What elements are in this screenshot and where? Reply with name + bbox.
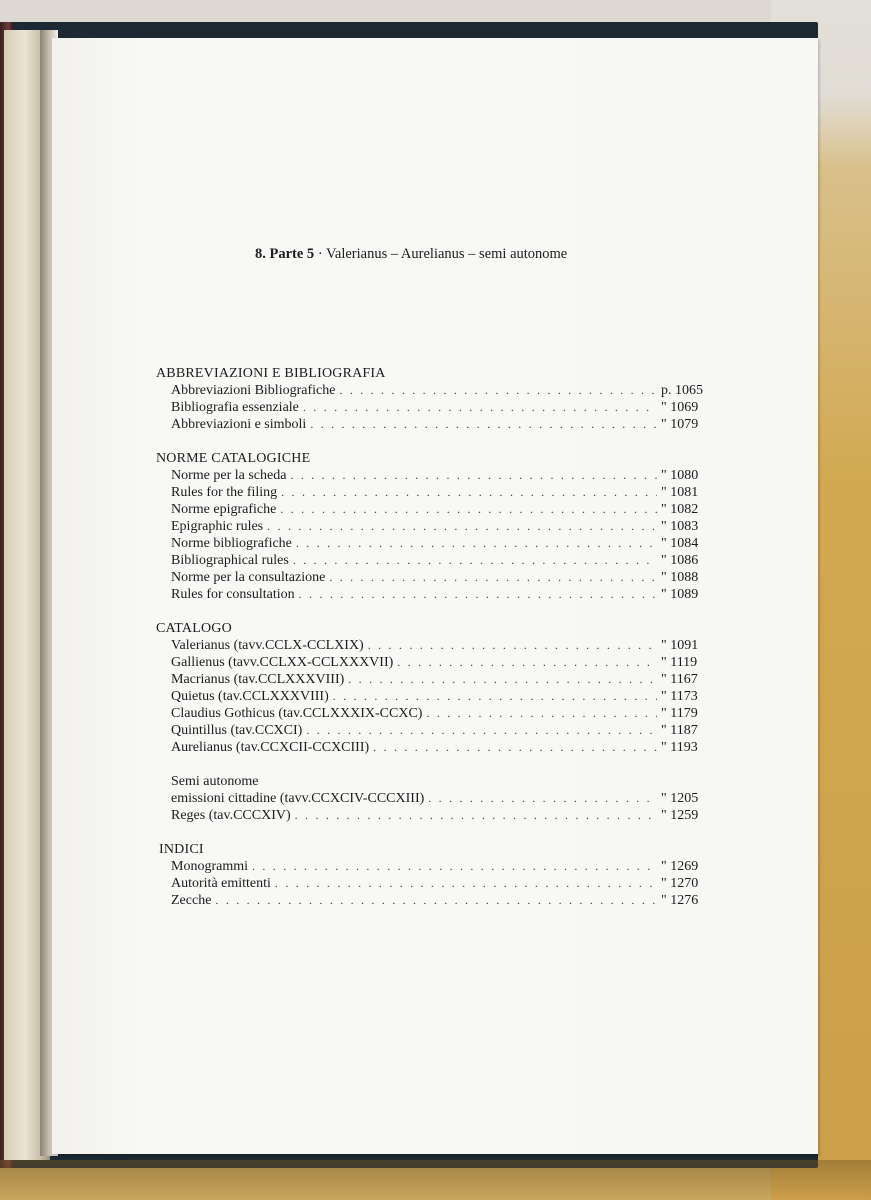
dot-leader xyxy=(306,722,657,739)
entry-label: Quietus (tav.CCLXXXVIII) xyxy=(171,689,329,704)
toc-entry xyxy=(156,858,716,875)
toc-entry xyxy=(156,807,716,824)
entry-page: " 1259 xyxy=(661,808,699,823)
toc-entry xyxy=(156,552,716,569)
entry-page: " 1089 xyxy=(661,587,699,602)
entry-label: Aurelianus (tav.CCXCII-CCXCIII) xyxy=(171,740,370,755)
dot-leader xyxy=(290,467,657,484)
page-title xyxy=(255,246,655,263)
entry-page: " 1270 xyxy=(661,876,699,891)
entry-page: " 1167 xyxy=(661,672,698,687)
section-title: CATALOGO xyxy=(156,621,232,636)
entry-page: " 1084 xyxy=(661,536,699,551)
entry-label: emissioni cittadine (tavv.CCXCIV-CCCXIII) xyxy=(171,791,425,806)
entry-page: " 1205 xyxy=(661,791,699,806)
dot-leader xyxy=(339,382,657,399)
entry-label: Bibliografia essenziale xyxy=(171,400,299,415)
dot-leader xyxy=(267,518,657,535)
dot-leader xyxy=(428,790,657,807)
entry-page: " 1086 xyxy=(661,553,699,568)
toc-entry xyxy=(156,637,716,654)
table-of-contents xyxy=(156,365,716,926)
entry-label: Gallienus (tavv.CCLXX-CCLXXXVII) xyxy=(171,655,394,670)
section-norme xyxy=(156,450,716,603)
dot-leader xyxy=(373,739,657,756)
entry-page: " 1091 xyxy=(661,638,699,653)
entry-page: " 1276 xyxy=(661,893,699,908)
entry-label: Valerianus (tavv.CCLX-CCLXIX) xyxy=(171,638,364,653)
toc-entry xyxy=(156,399,716,416)
entry-label: Abbreviazioni e simboli xyxy=(171,417,307,432)
dot-leader xyxy=(303,399,657,416)
toc-entry xyxy=(156,739,716,756)
toc-entry xyxy=(156,382,716,399)
entry-page: " 1269 xyxy=(661,859,699,874)
entry-page: " 1193 xyxy=(661,740,698,755)
toc-entry xyxy=(156,518,716,535)
dot-leader xyxy=(426,705,657,722)
entry-label: Bibliographical rules xyxy=(171,553,289,568)
entry-label: Abbreviazioni Bibliografiche xyxy=(171,383,336,398)
entry-page: p. 1065 xyxy=(661,383,703,398)
heading-separator: · xyxy=(317,246,323,262)
entry-label: Macrianus (tav.CCLXXXVIII) xyxy=(171,672,345,687)
dot-leader xyxy=(299,586,657,603)
toc-entry xyxy=(156,671,716,688)
dot-leader xyxy=(293,552,657,569)
toc-entry xyxy=(156,416,716,433)
section-title: NORME CATALOGICHE xyxy=(156,451,311,466)
heading-prefix: 8. Parte 5 xyxy=(255,246,315,262)
entry-page: " 1187 xyxy=(661,723,698,738)
section-catalogo xyxy=(156,620,716,824)
toc-entry xyxy=(156,535,716,552)
semi-autonome-block xyxy=(156,773,716,824)
entry-label: Claudius Gothicus (tav.CCLXXXIX-CCXC) xyxy=(171,706,423,721)
dot-leader xyxy=(252,858,657,875)
entry-page: " 1083 xyxy=(661,519,699,534)
entry-label: Rules for consultation xyxy=(171,587,295,602)
toc-entry xyxy=(156,790,716,807)
dot-leader xyxy=(275,875,657,892)
toc-entry xyxy=(156,892,716,909)
dot-leader xyxy=(215,892,657,909)
entry-page: " 1081 xyxy=(661,485,699,500)
entry-label: Autorità emittenti xyxy=(171,876,271,891)
heading-text: Valerianus – Aurelianus – semi autonome xyxy=(326,246,568,262)
entry-page: " 1069 xyxy=(661,400,699,415)
entry-page: " 1079 xyxy=(661,417,699,432)
book-page xyxy=(52,38,818,1154)
entry-page: " 1179 xyxy=(661,706,698,721)
toc-entry xyxy=(156,569,716,586)
dot-leader xyxy=(280,501,657,518)
entry-page: " 1082 xyxy=(661,502,699,517)
toc-entry xyxy=(156,875,716,892)
dot-leader xyxy=(310,416,657,433)
section-indici xyxy=(156,841,716,909)
toc-entry xyxy=(156,467,716,484)
dot-leader xyxy=(295,807,657,824)
entry-page: " 1088 xyxy=(661,570,699,585)
dot-leader xyxy=(329,569,657,586)
entry-page: " 1173 xyxy=(661,689,698,704)
dot-leader xyxy=(296,535,657,552)
entry-label: Norme per la consultazione xyxy=(171,570,326,585)
dot-leader xyxy=(397,654,657,671)
dot-leader xyxy=(368,637,657,654)
entry-label: Rules for the filing xyxy=(171,485,278,500)
toc-entry xyxy=(156,705,716,722)
dot-leader xyxy=(333,688,657,705)
table-shadow xyxy=(0,1160,871,1200)
entry-label: Zecche xyxy=(171,893,212,908)
section-title: ABBREVIAZIONI E BIBLIOGRAFIA xyxy=(156,366,386,381)
entry-label: Epigraphic rules xyxy=(171,519,264,534)
section-title: INDICI xyxy=(159,842,204,857)
entry-label: Norme bibliografiche xyxy=(171,536,292,551)
entry-label: Norme epigrafiche xyxy=(171,502,277,517)
entry-label: Reges (tav.CCCXIV) xyxy=(171,808,291,823)
section-abbreviazioni xyxy=(156,365,716,433)
toc-entry xyxy=(156,688,716,705)
entry-page: " 1080 xyxy=(661,468,699,483)
entry-page: " 1119 xyxy=(661,655,698,670)
toc-entry xyxy=(156,484,716,501)
toc-entry xyxy=(156,586,716,603)
dot-leader xyxy=(348,671,657,688)
toc-entry xyxy=(156,654,716,671)
toc-entry xyxy=(156,722,716,739)
subsection-title: Semi autonome xyxy=(171,774,259,789)
dot-leader xyxy=(281,484,657,501)
entry-label: Norme per la scheda xyxy=(171,468,287,483)
entry-label: Monogrammi xyxy=(171,859,248,874)
entry-label: Quintillus (tav.CCXCI) xyxy=(171,723,303,738)
toc-entry xyxy=(156,501,716,518)
